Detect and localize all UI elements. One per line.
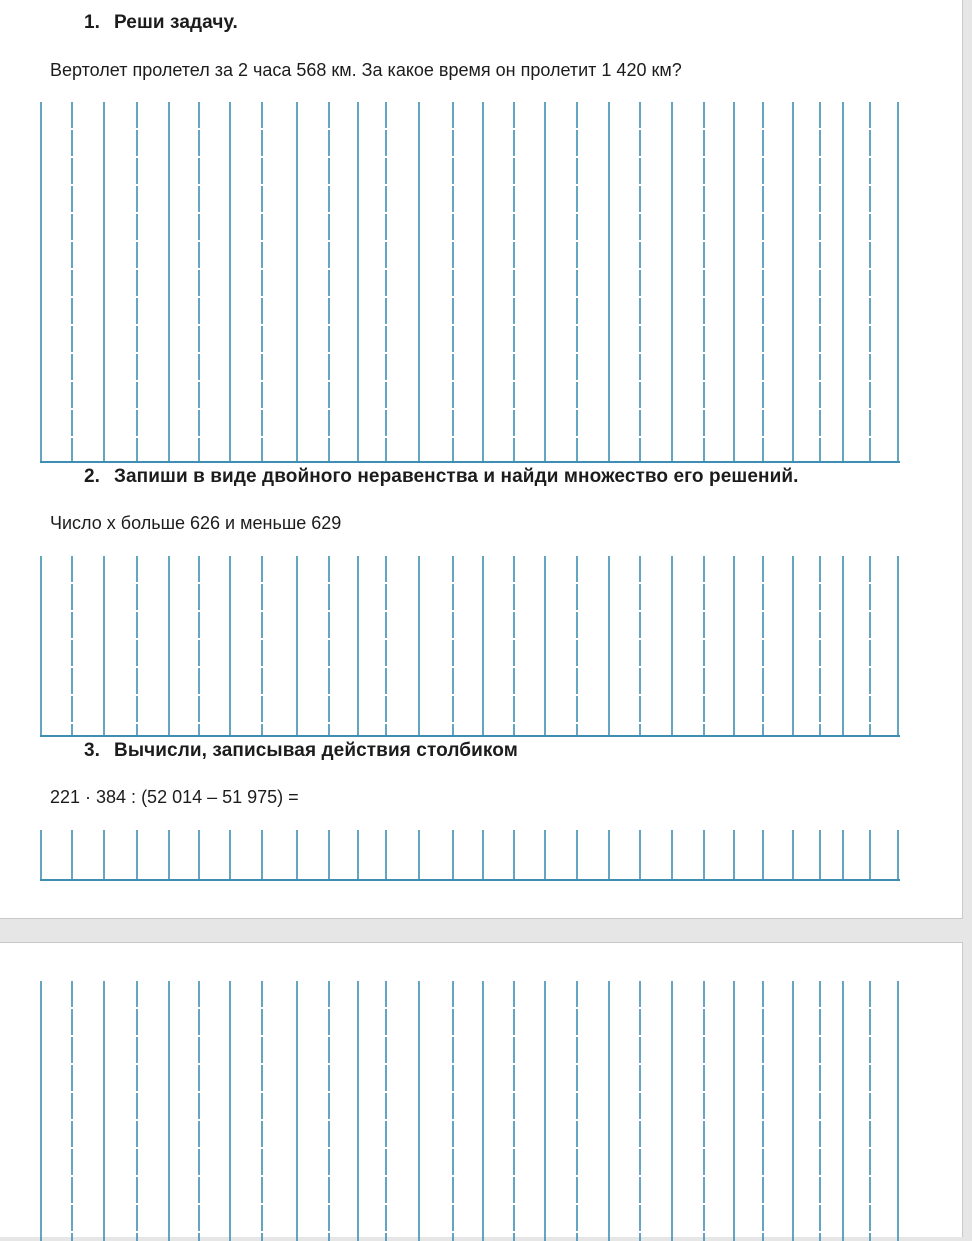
answer-grid-task-3-continued [40, 981, 900, 1241]
task-3-title: Вычисли, записывая действия столбиком [114, 740, 518, 761]
task-1-problem: Вертолет пролетел за 2 часа 568 км. За какое время он пролетит 1 420 км? [50, 60, 682, 80]
task-1-heading [84, 12, 238, 34]
task-2-title: Запиши в виде двойного неравенства и найди множество его решений. [114, 466, 799, 487]
task-3-expression: 221 · 384 : (52 014 – 51 975) = [50, 787, 299, 807]
task-1-title: Реши задачу. [114, 12, 238, 33]
task-2-problem: Число х больше 626 и меньше 629 [50, 513, 342, 533]
task-3-heading [84, 740, 518, 762]
answer-grid-task-3-top [40, 830, 900, 882]
task-1-number: 1. [84, 12, 101, 33]
task-2-heading [84, 466, 799, 488]
task-2-number: 2. [84, 466, 101, 487]
task-3-number: 3. [84, 740, 101, 761]
answer-grid-task-2 [40, 556, 900, 738]
answer-grid-task-1 [40, 102, 900, 464]
worksheet-page-2 [0, 942, 963, 1237]
